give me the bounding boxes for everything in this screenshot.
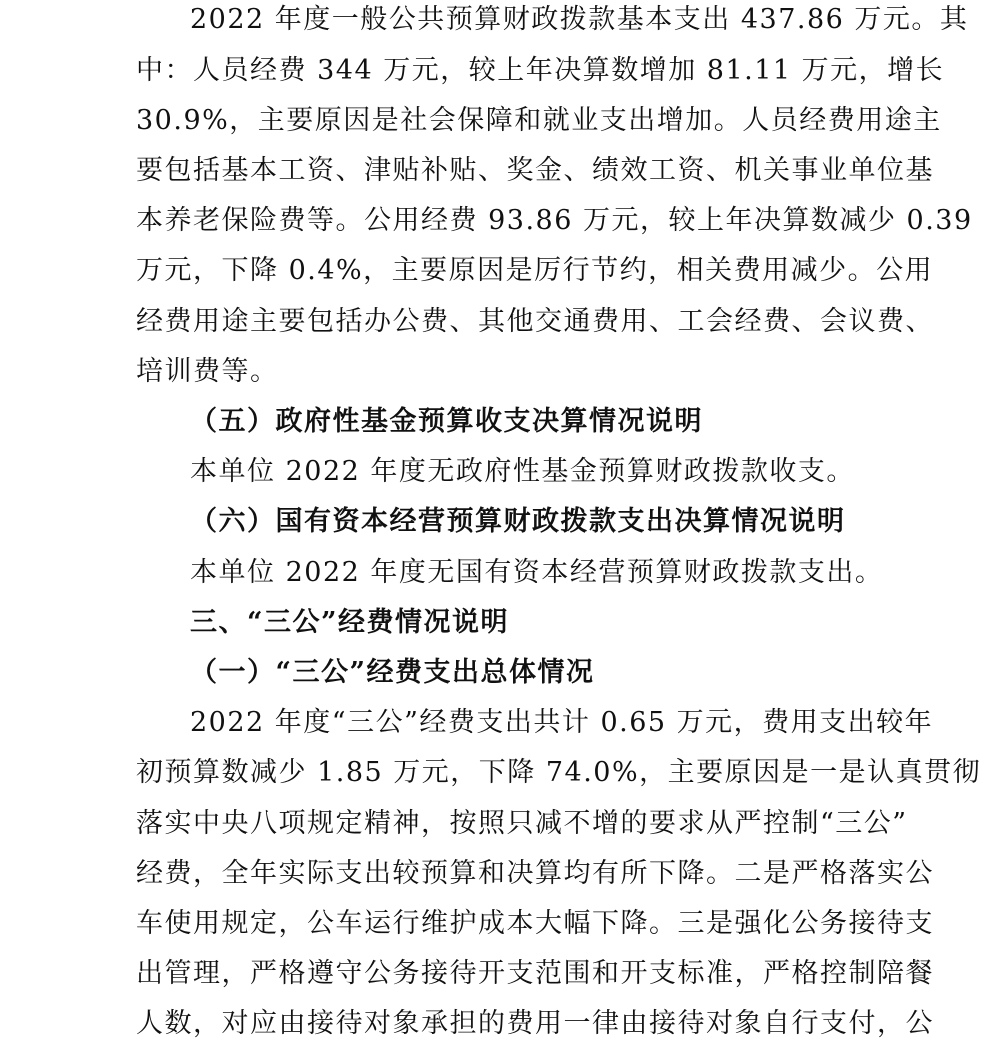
paragraph-line: 初预算数减少 1.85 万元，下降 74.0%，主要原因是一是认真贯彻 — [136, 757, 982, 788]
section-heading: （六）国有资本经营预算财政拨款支出决算情况说明 — [190, 506, 846, 537]
paragraph-line: 车使用规定，公车运行维护成本大幅下降。三是强化公务接待支 — [136, 908, 934, 939]
paragraph-line: 中：人员经费 344 万元，较上年决算数增加 81.11 万元，增长 — [136, 55, 945, 86]
section-heading: （五）政府性基金预算收支决算情况说明 — [190, 406, 703, 437]
section-heading: （一）“三公”经费支出总体情况 — [190, 657, 595, 688]
paragraph-line: 经费用途主要包括办公费、其他交通费用、工会经费、会议费、 — [136, 306, 934, 337]
paragraph-line: 30.9%，主要原因是社会保障和就业支出增加。人员经费用途主 — [136, 105, 942, 136]
paragraph-line: 落实中央八项规定精神，按照只减不增的要求从严控制“三公” — [136, 808, 908, 839]
paragraph-line: 本单位 2022 年度无国有资本经营预算财政拨款支出。 — [190, 557, 884, 588]
chapter-heading: 三、“三公”经费情况说明 — [190, 607, 510, 638]
paragraph-line: 2022 年度“三公”经费支出共计 0.65 万元，费用支出较年 — [190, 707, 934, 738]
paragraph-line: 经费，全年实际支出较预算和决算均有所下降。二是严格落实公 — [136, 858, 934, 889]
paragraph-line: 2022 年度一般公共预算财政拨款基本支出 437.86 万元。其 — [190, 4, 969, 35]
paragraph-line: 出管理，严格遵守公务接待开支范围和开支标准，严格控制陪餐 — [136, 958, 934, 989]
paragraph-line: 要包括基本工资、津贴补贴、奖金、绩效工资、机关事业单位基 — [136, 155, 934, 186]
paragraph-line: 人数，对应由接待对象承担的费用一律由接待对象自行支付，公 — [136, 1008, 934, 1039]
paragraph-line: 万元，下降 0.4%，主要原因是厉行节约，相关费用减少。公用 — [136, 255, 934, 286]
paragraph-line: 本单位 2022 年度无政府性基金预算财政拨款收支。 — [190, 456, 855, 487]
paragraph-line: 培训费等。 — [136, 356, 279, 387]
paragraph-line: 本养老保险费等。公用经费 93.86 万元，较上年决算数减少 0.39 — [136, 205, 973, 236]
